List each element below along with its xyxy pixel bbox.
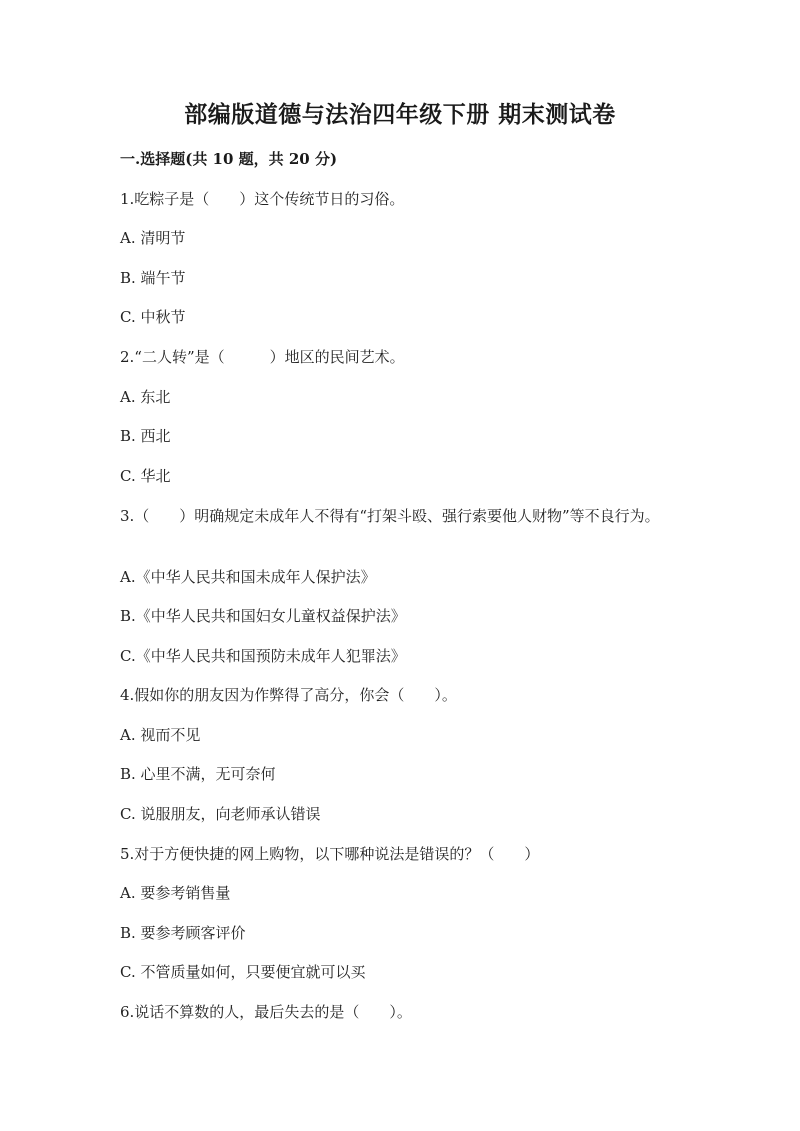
question-stem: 6.说话不算数的人，最后失去的是（ ）。 (120, 1003, 412, 1021)
section-heading: 一.选择题(共 10 题，共 20 分) (120, 150, 338, 168)
option-a: A.《中华人民共和国未成年人保护法》 (120, 568, 376, 586)
option-a: A. 视而不见 (120, 726, 201, 744)
question-stem: 4.假如你的朋友因为作弊得了高分，你会（ ）。 (120, 686, 457, 704)
option-c: C. 中秋节 (120, 308, 186, 326)
page-title: 部编版道德与法治四年级下册 期末测试卷 (184, 101, 616, 128)
question-stem: 1.吃粽子是（ ）这个传统节日的习俗。 (120, 190, 405, 208)
option-b: B. 西北 (120, 427, 171, 445)
option-b: B. 端午节 (120, 269, 186, 287)
question-stem: 2.“二人转”是（ ）地区的民间艺术。 (120, 348, 405, 366)
option-a: A. 清明节 (120, 229, 186, 247)
option-b: B. 要参考顾客评价 (120, 924, 246, 942)
option-b: B. 心里不满，无可奈何 (120, 765, 276, 783)
option-a: A. 要参考销售量 (120, 884, 231, 902)
question-stem: 5.对于方便快捷的网上购物，以下哪种说法是错误的？（ ） (120, 845, 540, 863)
option-c: C.《中华人民共和国预防未成年人犯罪法》 (120, 647, 406, 665)
option-c: C. 华北 (120, 467, 171, 485)
option-b: B.《中华人民共和国妇女儿童权益保护法》 (120, 607, 406, 625)
option-c: C. 不管质量如何，只要便宜就可以买 (120, 963, 366, 981)
option-a: A. 东北 (120, 388, 171, 406)
option-c: C. 说服朋友，向老师承认错误 (120, 805, 321, 823)
question-stem: 3.（ ）明确规定未成年人不得有“打架斗殴、强行索要他人财物”等不良行为。 (120, 507, 660, 525)
